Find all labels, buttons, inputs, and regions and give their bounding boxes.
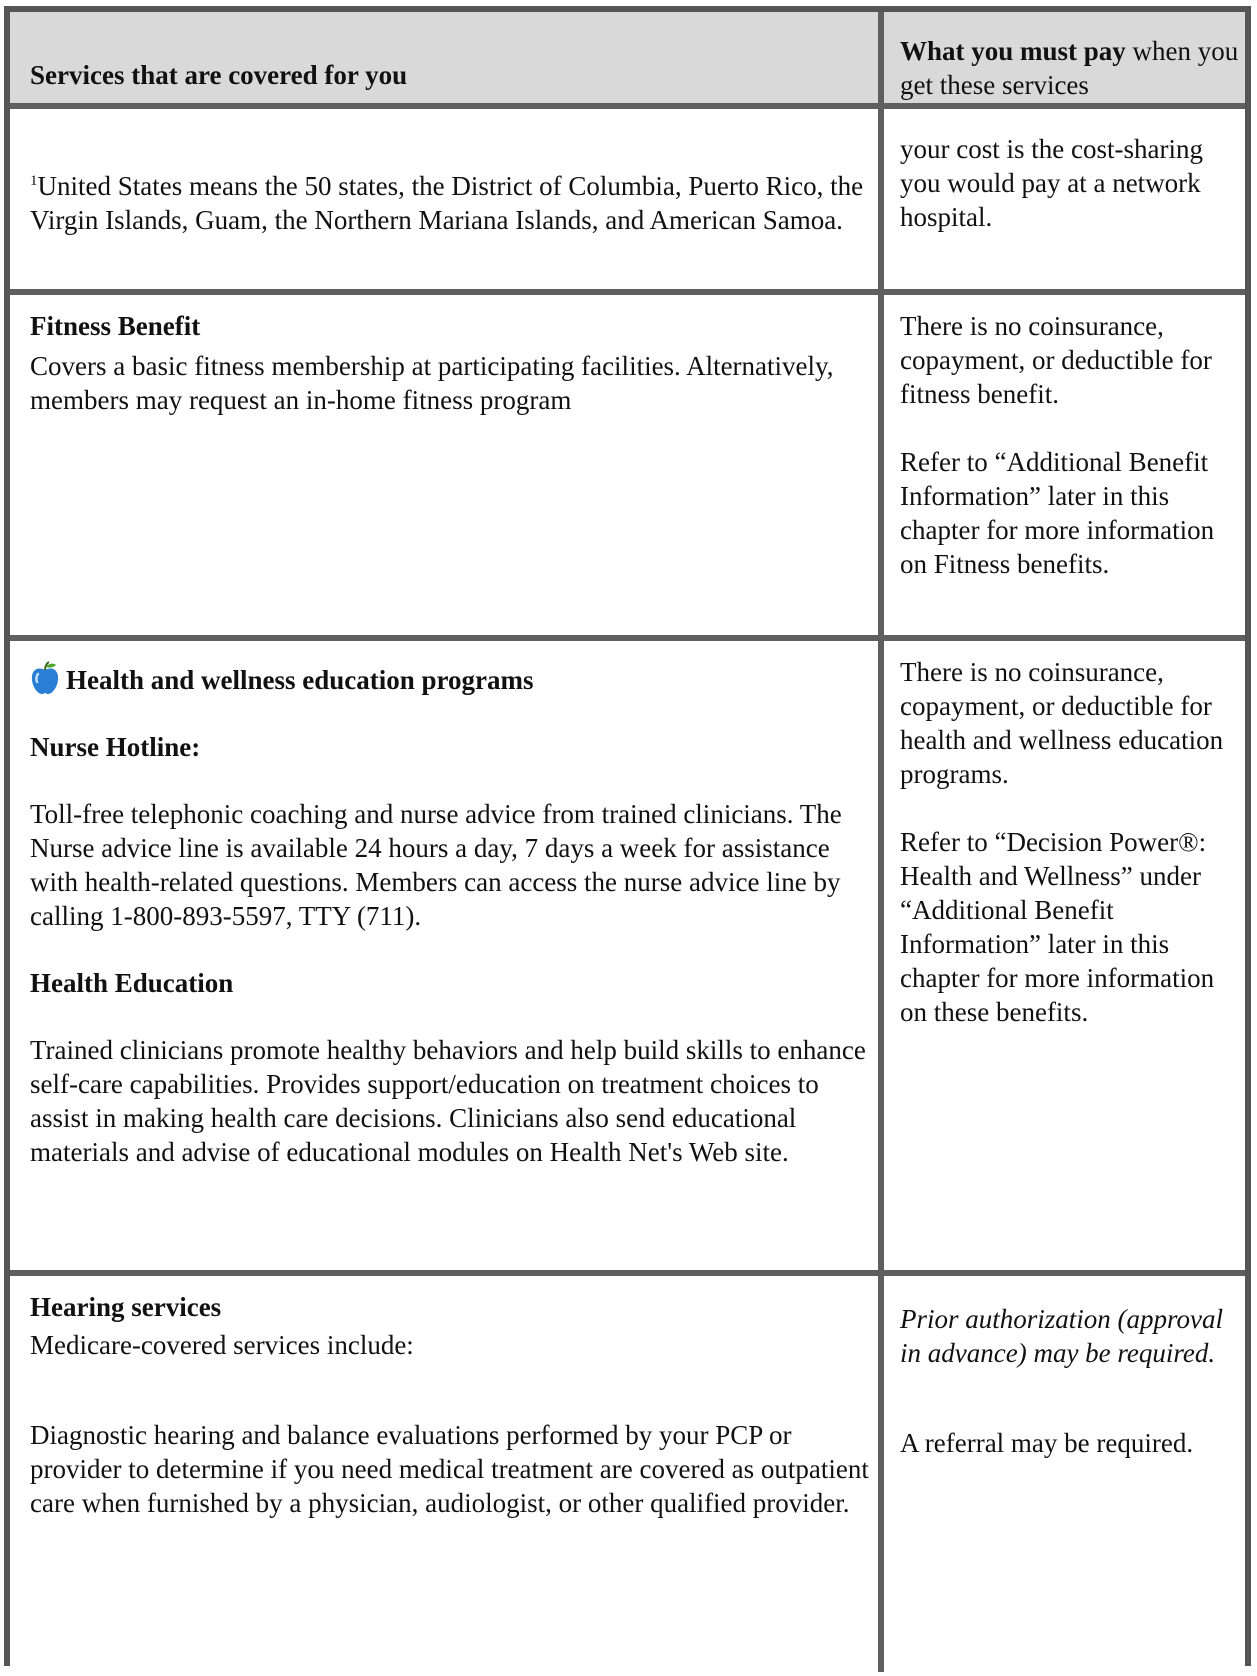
table-row — [10, 1276, 1245, 1676]
table-row — [10, 109, 1245, 289]
fitness-cost: There is no coinsurance, copayment, or deductible for fitness benefit. — [900, 311, 1212, 409]
header-pay-rest: when you get these services — [900, 36, 1239, 100]
apple-icon — [30, 661, 60, 695]
row1-cost: your cost is the cost-sharing you would pay at a network hospital. — [900, 134, 1203, 232]
wellness-left — [30, 661, 870, 1169]
table-row — [10, 641, 1245, 1270]
hearing-auth: Prior authorization (approval in advance) may be required. — [900, 1304, 1224, 1368]
wellness-refer: Refer to “Decision Power®: Health and Wellness” under “Additional Benefit Information” later in this chapter for more information on these benefits. — [900, 827, 1215, 1027]
hearing-referral: A referral may be required. — [900, 1428, 1194, 1458]
edu-title: Health Education — [30, 968, 234, 998]
column-divider — [878, 12, 884, 1672]
wellness-title-line — [30, 661, 870, 697]
footnote-body: United States means the 50 states, the District of Columbia, Puerto Rico, the Virgin Islands, Guam, the Northern Mariana Islands, and American Samoa. — [30, 171, 864, 235]
header-services: Services that are covered for you — [30, 60, 408, 90]
hearing-right — [900, 1302, 1245, 1460]
footnote-text — [30, 169, 870, 237]
table-header — [10, 12, 1245, 103]
fitness-left — [30, 309, 870, 417]
hearing-title: Hearing services — [30, 1292, 222, 1322]
header-pay-bold: What you must pay — [900, 36, 1126, 66]
hearing-desc: Diagnostic hearing and balance evaluations performed by your PCP or provider to determine if you need medical treatment are covered as outpatient care when furnished by a physician, audiologist, or other qualified provider. — [30, 1420, 869, 1518]
table-row — [10, 295, 1245, 635]
edu-text: Trained clinicians promote healthy behaviors and help build skills to enhance self-care capabilities. Provides support/education on treatment choices to assist in making health care decisions. Clinicians also send educational materials and advise of educational modules on Health Net's Web site. — [30, 1035, 866, 1167]
header-pay — [900, 34, 1245, 102]
wellness-right — [900, 655, 1245, 1029]
hearing-intro: Medicare-covered services include: — [30, 1330, 414, 1360]
fitness-right — [900, 309, 1245, 581]
wellness-title: Health and wellness education programs — [66, 665, 534, 695]
benefits-table — [4, 6, 1251, 1666]
hearing-left — [30, 1290, 870, 1520]
fitness-refer: Refer to “Additional Benefit Information” later in this chapter for more information on Fitness benefits. — [900, 447, 1215, 579]
fitness-desc: Covers a basic fitness membership at participating facilities. Alternatively, members may request an in-home fitness program — [30, 351, 834, 415]
footnote-marker: 1 — [30, 173, 38, 189]
wellness-cost: There is no coinsurance, copayment, or deductible for health and wellness education programs. — [900, 657, 1224, 789]
fitness-title: Fitness Benefit — [30, 311, 201, 341]
nurse-title: Nurse Hotline: — [30, 732, 201, 762]
nurse-text: Toll-free telephonic coaching and nurse advice from trained clinicians. The Nurse advice line is available 24 hours a day, 7 days a week for assistance with health-related questions. Members can access the nurse advice line by calling 1-800-893-5597, TTY (711). — [30, 799, 842, 931]
